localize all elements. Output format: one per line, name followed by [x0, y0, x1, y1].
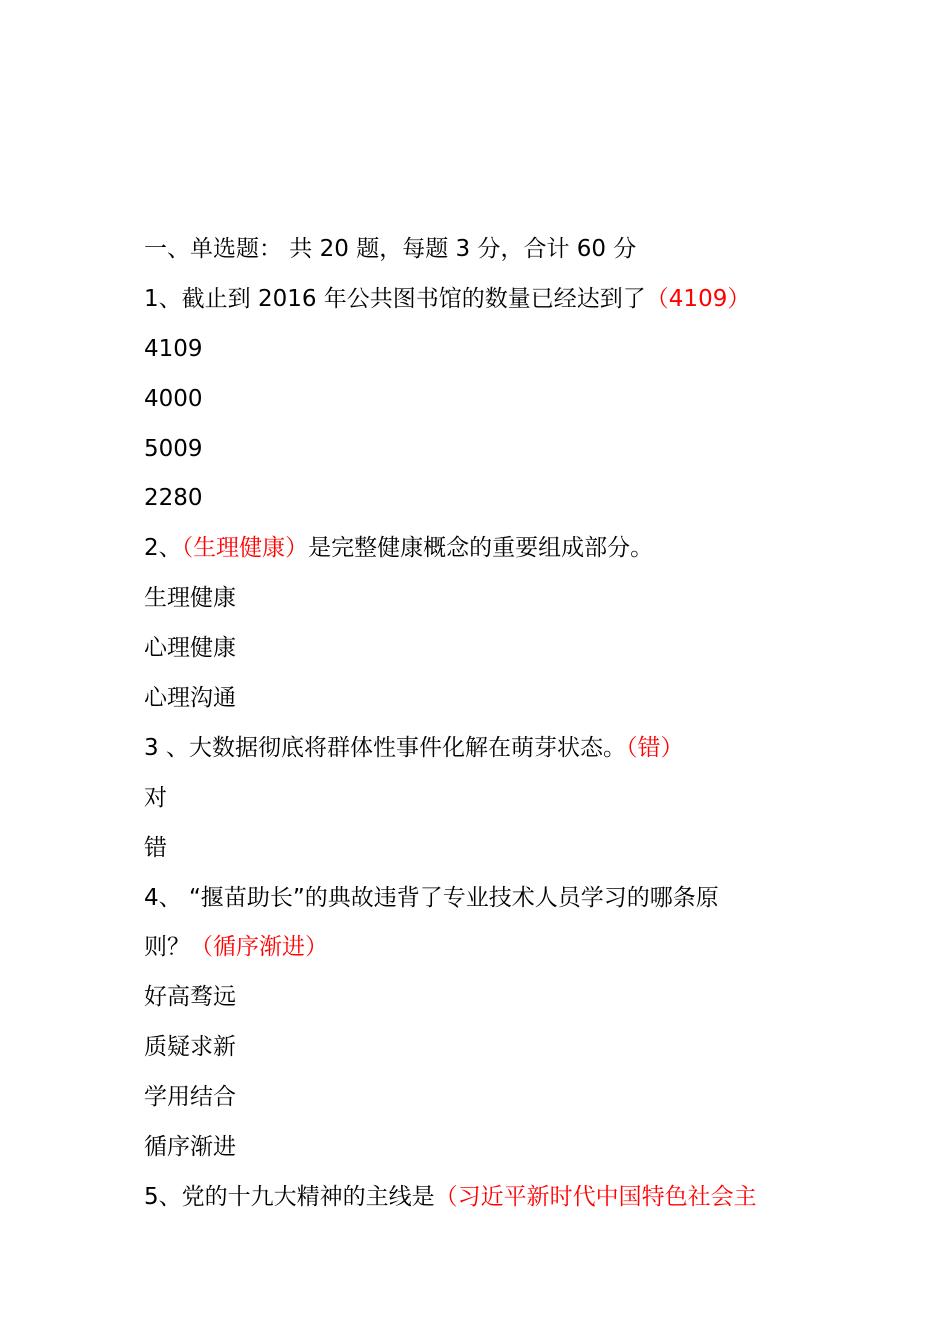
section-header: 一、单选题： 共 20 题，每题 3 分，合计 60 分: [144, 236, 637, 262]
question-2-prefix: 2、: [144, 535, 182, 562]
question-4-answer: （循序渐进）: [190, 934, 328, 961]
question-1-option-4: 2280: [144, 485, 203, 512]
question-4-option-2: 质疑求新: [144, 1034, 236, 1061]
question-5-text: 5、党的十九大精神的主线是: [144, 1183, 435, 1210]
question-4-text-end: 则？: [144, 934, 190, 961]
question-3-option-1: 对: [144, 784, 167, 811]
question-4-option-1: 好高骛远: [144, 984, 236, 1011]
question-1-answer: （4109）: [645, 285, 751, 312]
question-2-option-3: 心理沟通: [144, 685, 236, 712]
question-2: [144, 524, 824, 574]
question-2-text: 是完整健康概念的重要组成部分。: [308, 535, 654, 562]
question-2-answer: （生理健康）: [181, 535, 309, 562]
question-3-answer: （错）: [625, 734, 684, 761]
question-1-text: 1、截止到 2016 年公共图书馆的数量已经达到了: [144, 285, 646, 312]
document-page: [144, 225, 824, 1223]
question-4-option-3: 学用结合: [144, 1084, 236, 1111]
question-1-option-3: 5009: [144, 435, 203, 462]
question-4-continued: [144, 923, 824, 973]
question-1-option-1: 4109: [144, 335, 203, 362]
question-3: [144, 724, 824, 774]
question-1-option-2: 4000: [144, 385, 203, 412]
question-3-option-2: 错: [144, 834, 167, 861]
question-5-answer: （习近平新时代中国特色社会主: [434, 1183, 757, 1210]
question-2-option-1: 生理健康: [144, 585, 236, 612]
question-5: [144, 1173, 824, 1223]
question-4: 4、 “揠苗助长”的典故违背了专业技术人员学习的哪条原: [144, 884, 719, 911]
question-1: [144, 275, 824, 325]
question-3-text: 3 、大数据彻底将群体性事件化解在萌芽状态。: [144, 734, 626, 761]
question-2-option-2: 心理健康: [144, 635, 236, 662]
question-4-option-4: 循序渐进: [144, 1134, 236, 1161]
